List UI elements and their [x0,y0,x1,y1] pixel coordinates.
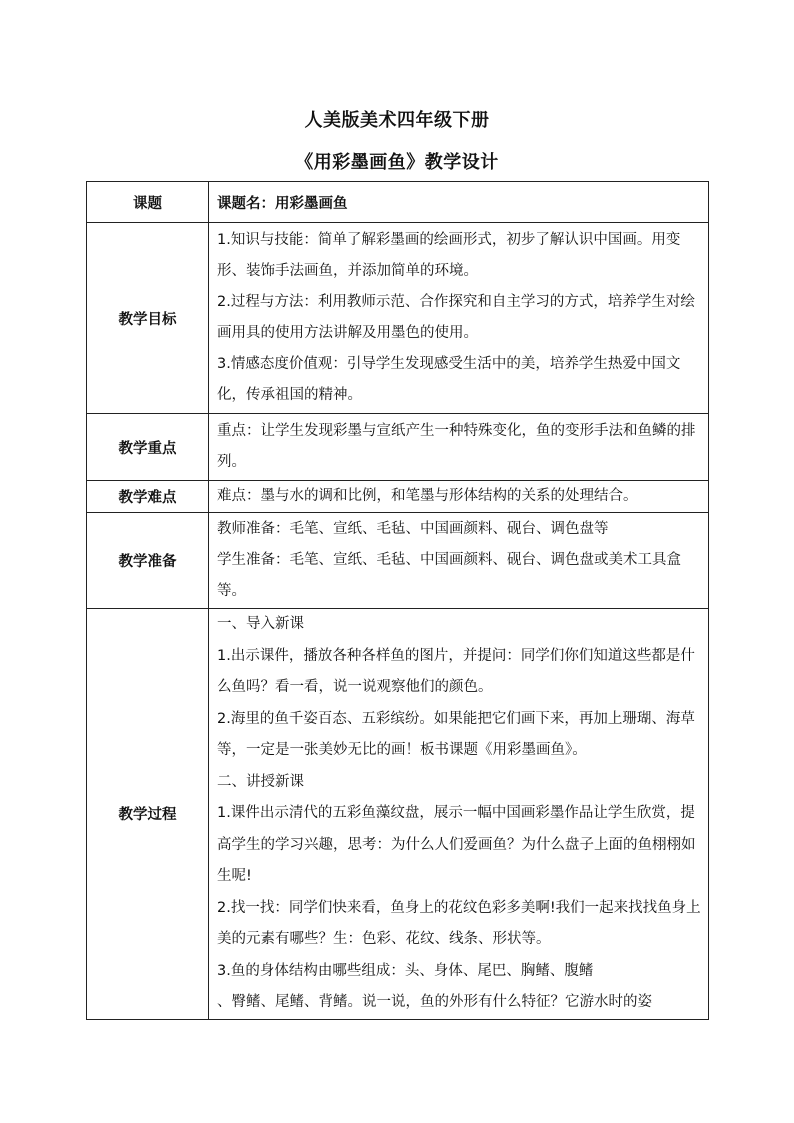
key-points-content [209,414,709,481]
process-line: 2.找一找：同学们快来看，鱼身上的花纹色彩多美啊!我们一起来找找鱼身上美的元素有哪些？生：色彩、花纹、线条、形状等。 [217,899,701,947]
table-row-topic [87,182,709,223]
process-line: 2.海里的鱼千姿百态、五彩缤纷。如果能把它们画下来，再加上珊瑚、海草等，一定是一张美妙无比的画！板书课题《用彩墨画鱼》。 [217,710,695,758]
process-content [209,609,709,1020]
difficulties-text: 难点：墨与水的调和比例，和笔墨与形体结构的关系的处理结合。 [217,488,638,504]
lesson-plan-table [86,181,709,1020]
process-line: 二、讲授新课 [217,773,304,790]
table-row-key-points [87,414,709,481]
difficulties-label: 教学难点 [87,481,209,513]
process-line: 3.鱼的身体结构由哪些组成：头、身体、尾巴、胸鳍、腹鳍 [217,962,594,979]
goals-label: 教学目标 [87,223,209,414]
topic-label: 课题 [87,182,209,223]
topic-value: 课题名：用彩墨画鱼 [209,182,709,223]
process-line: 一、导入新课 [217,616,304,632]
document-title: 人美版美术四年级下册 [304,110,490,131]
table-row-preparation [87,513,709,609]
key-points-label: 教学重点 [87,414,209,481]
preparation-content [209,513,709,609]
process-label: 教学过程 [87,609,209,1020]
table-row-difficulties [87,481,709,513]
table-row-process [87,609,709,1020]
goal-item: 1.知识与技能：简单了解彩墨画的绘画形式，初步了解认识中国画。用变形、装饰手法画鱼，并添加简单的环境。 [217,232,681,279]
goal-item: 3.情感态度价值观：引导学生发现感受生活中的美，培养学生热爱中国文化，传承祖国的精神。 [217,356,681,403]
key-points-text: 重点：让学生发现彩墨与宣纸产生一种特殊变化，鱼的变形手法和鱼鳞的排列。 [217,423,696,470]
process-line: 1.课件出示清代的五彩鱼藻纹盘，展示一幅中国画彩墨作品让学生欣赏，提高学生的学习兴趣，思考：为什么人们爱画鱼？为什么盘子上面的鱼栩栩如生呢! [217,805,696,884]
goals-content [209,223,709,414]
preparation-label: 教学准备 [87,513,209,609]
process-line: 1.出示课件，播放各种各样鱼的图片，并提问：同学们你们知道这些都是什么鱼吗？看一看，说一说观察他们的颜色。 [217,647,695,695]
document-subtitle: 《用彩墨画鱼》教学设计 [295,152,499,173]
teacher-preparation: 教师准备：毛笔、宣纸、毛毡、中国画颜料、砚台、调色盘等 [217,521,609,537]
difficulties-content [209,481,709,513]
goal-item: 2.过程与方法：利用教师示范、合作探究和自主学习的方式，培养学生对绘画用具的使用方法讲解及用墨色的使用。 [217,294,695,341]
process-line: 、臀鳍、尾鳍、背鳍。说一说，鱼的外形有什么特征？它游水时的姿 [217,994,652,1010]
table-row-goals [87,223,709,414]
student-preparation: 学生准备：毛笔、宣纸、毛毡、中国画颜料、砚台、调色盘或美术工具盒等。 [217,552,681,599]
